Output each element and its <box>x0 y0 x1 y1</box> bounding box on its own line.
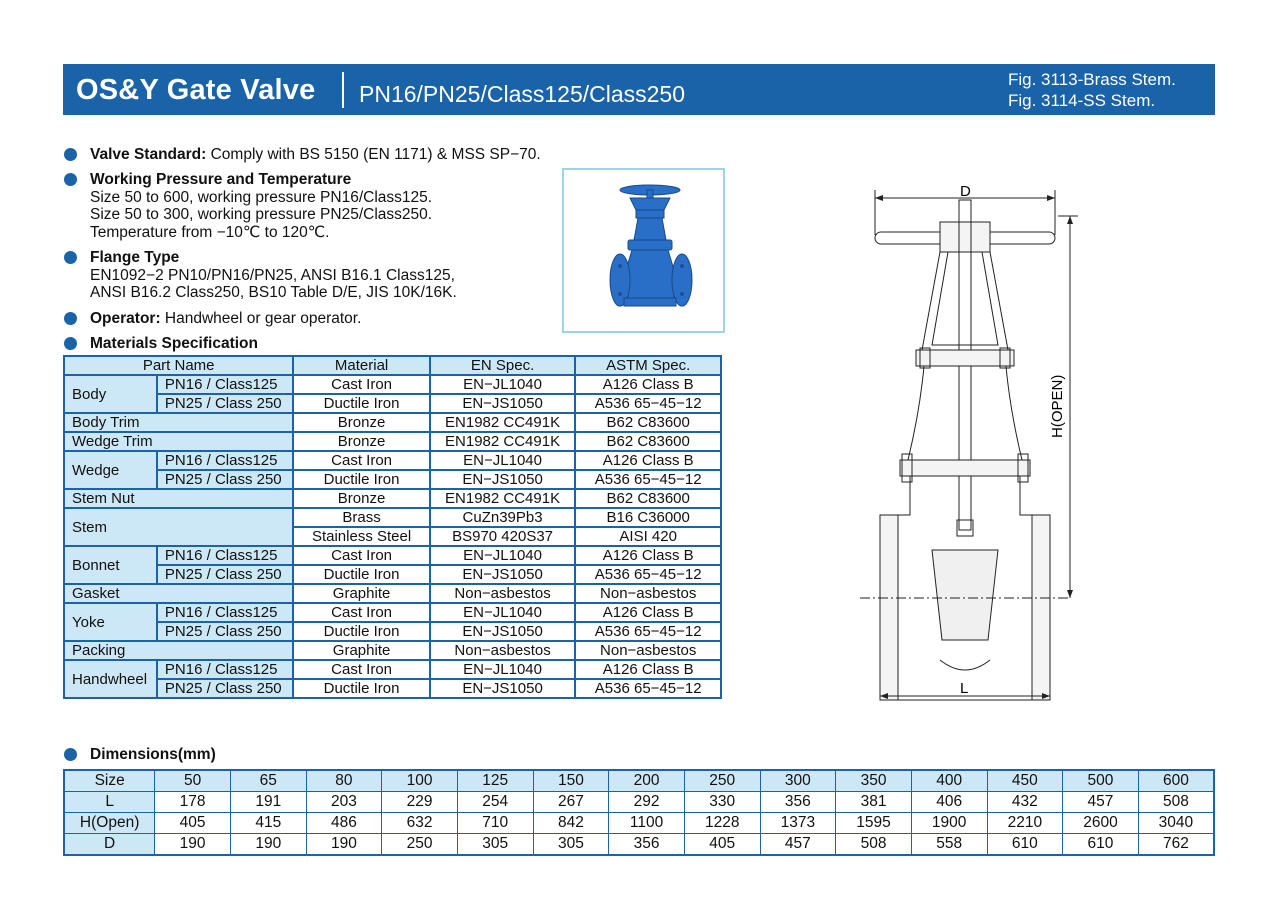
bullet-dot-icon <box>64 337 77 350</box>
material-cell: Graphite <box>293 641 429 660</box>
dimension-row <box>64 792 1214 813</box>
dimensions-table <box>63 769 1215 856</box>
part-name: Bonnet <box>64 546 157 584</box>
bullet-line: Size 50 to 300, working pressure PN25/Class250. <box>90 206 433 223</box>
dimension-value: 2600 <box>1063 813 1139 834</box>
material-cell: Bronze <box>293 432 429 451</box>
material-cell: Bronze <box>293 413 429 432</box>
dimension-value: 508 <box>1138 792 1214 813</box>
dimension-value: 1900 <box>911 813 987 834</box>
bullet-dot-icon <box>64 148 77 161</box>
dimension-value: 610 <box>1063 834 1139 856</box>
material-cell: Ductile Iron <box>293 470 429 489</box>
dimension-value: 305 <box>457 834 533 856</box>
bullet-dot-icon <box>64 251 77 264</box>
dimension-value: 178 <box>155 792 231 813</box>
dimension-row-label: Size <box>64 770 155 792</box>
dimension-value: 558 <box>911 834 987 856</box>
astm-spec-cell: A536 65−45−12 <box>575 565 721 584</box>
en-spec-cell: EN−JS1050 <box>430 565 576 584</box>
en-spec-cell: EN1982 CC491K <box>430 413 576 432</box>
dimension-label-h: H(OPEN) <box>1049 374 1066 438</box>
en-spec-cell: EN−JL1040 <box>430 603 576 622</box>
dimension-value: 267 <box>533 792 609 813</box>
materials-table <box>63 355 722 699</box>
astm-spec-cell: B62 C83600 <box>575 432 721 451</box>
en-spec-cell: EN−JL1040 <box>430 546 576 565</box>
dimension-value: 250 <box>382 834 458 856</box>
table-row <box>64 432 721 451</box>
bullet-line: Temperature from −10℃ to 120℃. <box>90 223 330 241</box>
bullet-text: Handwheel or gear operator. <box>160 310 362 327</box>
table-row <box>64 603 721 622</box>
bullet-line: EN1092−2 PN10/PN16/PN25, ANSI B16.1 Class125, <box>90 266 455 284</box>
table-row <box>64 622 721 641</box>
table-row <box>64 565 721 584</box>
dimension-value: 500 <box>1063 770 1139 792</box>
dimension-value: 2210 <box>987 813 1063 834</box>
dimension-value: 632 <box>382 813 458 834</box>
en-spec-cell: EN−JL1040 <box>430 660 576 679</box>
dimension-value: 3040 <box>1138 813 1214 834</box>
part-variant: PN25 / Class 250 <box>157 679 293 698</box>
bullet-dot-icon <box>64 748 77 761</box>
dimension-value: 457 <box>760 834 836 856</box>
part-variant: PN25 / Class 250 <box>157 394 293 413</box>
dimension-value: 80 <box>306 770 382 792</box>
dimension-value: 100 <box>382 770 458 792</box>
material-cell: Brass <box>293 508 429 527</box>
en-spec-cell: EN−JL1040 <box>430 375 576 394</box>
valve-section-drawing <box>860 180 1100 715</box>
dimension-value: 190 <box>306 834 382 856</box>
bullet-line: ANSI B16.2 Class250, BS10 Table D/E, JIS 10K/16K. <box>90 284 457 301</box>
dimension-value: 1100 <box>609 813 685 834</box>
dimension-value: 190 <box>230 834 306 856</box>
dimension-value: 405 <box>684 834 760 856</box>
en-spec-cell: Non−asbestos <box>430 584 576 603</box>
material-cell: Cast Iron <box>293 451 429 470</box>
bullet-text: Comply with BS 5150 (EN 1171) & MSS SP−70. <box>206 146 541 163</box>
dimension-value: 190 <box>155 834 231 856</box>
dimension-value: 191 <box>230 792 306 813</box>
material-cell: Ductile Iron <box>293 622 429 641</box>
dimension-value: 1595 <box>836 813 912 834</box>
dimension-value: 356 <box>609 834 685 856</box>
column-header: Part Name <box>64 356 293 375</box>
en-spec-cell: EN−JS1050 <box>430 679 576 698</box>
part-variant: PN16 / Class125 <box>157 603 293 622</box>
page-subtitle: PN16/PN25/Class125/Class250 <box>359 81 686 107</box>
dimension-value: 200 <box>609 770 685 792</box>
dimension-value: 842 <box>533 813 609 834</box>
material-cell: Cast Iron <box>293 375 429 394</box>
part-name: Gasket <box>64 584 293 603</box>
part-name: Packing <box>64 641 293 660</box>
table-row <box>64 413 721 432</box>
astm-spec-cell: A536 65−45−12 <box>575 470 721 489</box>
dimension-value: 1228 <box>684 813 760 834</box>
dimension-value: 450 <box>987 770 1063 792</box>
dimension-value: 405 <box>155 813 231 834</box>
column-header: ASTM Spec. <box>575 356 721 375</box>
en-spec-cell: EN1982 CC491K <box>430 489 576 508</box>
table-row <box>64 375 721 394</box>
dimension-row <box>64 770 1214 792</box>
table-row <box>64 546 721 565</box>
part-variant: PN25 / Class 250 <box>157 565 293 584</box>
dimension-value: 710 <box>457 813 533 834</box>
en-spec-cell: EN1982 CC491K <box>430 432 576 451</box>
dimension-row-label: D <box>64 834 155 856</box>
bullet-label: Flange Type <box>90 249 180 266</box>
dimension-row <box>64 834 1214 856</box>
material-cell: Cast Iron <box>293 546 429 565</box>
dimension-value: 305 <box>533 834 609 856</box>
en-spec-cell: EN−JS1050 <box>430 622 576 641</box>
table-row <box>64 508 721 527</box>
en-spec-cell: EN−JS1050 <box>430 470 576 489</box>
astm-spec-cell: B62 C83600 <box>575 489 721 508</box>
dimension-value: 457 <box>1063 792 1139 813</box>
astm-spec-cell: A126 Class B <box>575 375 721 394</box>
part-name: Body <box>64 375 157 413</box>
material-cell: Graphite <box>293 584 429 603</box>
dimension-value: 406 <box>911 792 987 813</box>
dimension-value: 229 <box>382 792 458 813</box>
table-row <box>64 679 721 698</box>
figure-number-2: Fig. 3114-SS Stem. <box>1008 91 1156 110</box>
column-header: Material <box>293 356 429 375</box>
part-variant: PN16 / Class125 <box>157 546 293 565</box>
astm-spec-cell: Non−asbestos <box>575 584 721 603</box>
table-row <box>64 451 721 470</box>
material-cell: Ductile Iron <box>293 679 429 698</box>
part-name: Stem Nut <box>64 489 293 508</box>
part-variant: PN25 / Class 250 <box>157 622 293 641</box>
bullet-line: Size 50 to 600, working pressure PN16/Class125. <box>90 188 433 206</box>
dimension-label-d: D <box>960 183 971 200</box>
part-variant: PN25 / Class 250 <box>157 470 293 489</box>
part-name: Handwheel <box>64 660 157 698</box>
en-spec-cell: BS970 420S37 <box>430 527 576 546</box>
dimension-row-label: L <box>64 792 155 813</box>
dimension-value: 125 <box>457 770 533 792</box>
gate-valve-image <box>564 170 723 331</box>
product-photo <box>562 168 725 333</box>
dimension-value: 65 <box>230 770 306 792</box>
header-banner <box>63 64 1215 115</box>
astm-spec-cell: B62 C83600 <box>575 413 721 432</box>
page-title: OS&Y Gate Valve <box>76 74 316 106</box>
bullet-label: Materials Specification <box>90 335 258 352</box>
part-variant: PN16 / Class125 <box>157 451 293 470</box>
material-cell: Ductile Iron <box>293 565 429 584</box>
table-row <box>64 394 721 413</box>
en-spec-cell: CuZn39Pb3 <box>430 508 576 527</box>
dimension-value: 203 <box>306 792 382 813</box>
material-cell: Cast Iron <box>293 660 429 679</box>
astm-spec-cell: A536 65−45−12 <box>575 679 721 698</box>
material-cell: Stainless Steel <box>293 527 429 546</box>
en-spec-cell: EN−JL1040 <box>430 451 576 470</box>
table-row <box>64 641 721 660</box>
dimension-value: 330 <box>684 792 760 813</box>
part-name: Yoke <box>64 603 157 641</box>
dimension-value: 254 <box>457 792 533 813</box>
material-cell: Ductile Iron <box>293 394 429 413</box>
bullet-label: Working Pressure and Temperature <box>90 171 352 188</box>
material-cell: Bronze <box>293 489 429 508</box>
part-name: Body Trim <box>64 413 293 432</box>
dimension-value: 381 <box>836 792 912 813</box>
bullet-label: Dimensions(mm) <box>90 746 216 763</box>
astm-spec-cell: Non−asbestos <box>575 641 721 660</box>
table-row <box>64 584 721 603</box>
table-row <box>64 489 721 508</box>
valve-drawing <box>860 180 1100 710</box>
dimension-value: 350 <box>836 770 912 792</box>
dimension-value: 432 <box>987 792 1063 813</box>
table-header-row <box>64 356 721 375</box>
figure-numbers <box>1008 69 1176 111</box>
part-name: Wedge Trim <box>64 432 293 451</box>
astm-spec-cell: A126 Class B <box>575 660 721 679</box>
dimension-value: 762 <box>1138 834 1214 856</box>
material-cell: Cast Iron <box>293 603 429 622</box>
bullet-dot-icon <box>64 312 77 325</box>
part-name: Stem <box>64 508 293 546</box>
title-separator <box>342 72 344 108</box>
astm-spec-cell: A536 65−45−12 <box>575 394 721 413</box>
bullet-dot-icon <box>64 173 77 186</box>
dimension-value: 250 <box>684 770 760 792</box>
table-row <box>64 660 721 679</box>
dimension-value: 610 <box>987 834 1063 856</box>
en-spec-cell: Non−asbestos <box>430 641 576 660</box>
astm-spec-cell: B16 C36000 <box>575 508 721 527</box>
dimension-value: 400 <box>911 770 987 792</box>
dimension-value: 292 <box>609 792 685 813</box>
dimension-row-label: H(Open) <box>64 813 155 834</box>
column-header: EN Spec. <box>430 356 576 375</box>
part-variant: PN16 / Class125 <box>157 375 293 394</box>
dimension-row <box>64 813 1214 834</box>
astm-spec-cell: A536 65−45−12 <box>575 622 721 641</box>
en-spec-cell: EN−JS1050 <box>430 394 576 413</box>
part-name: Wedge <box>64 451 157 489</box>
dimension-value: 150 <box>533 770 609 792</box>
dimension-value: 600 <box>1138 770 1214 792</box>
table-row <box>64 470 721 489</box>
dimension-label-l: L <box>960 680 969 697</box>
dimension-value: 415 <box>230 813 306 834</box>
astm-spec-cell: A126 Class B <box>575 451 721 470</box>
bullet-label: Operator: <box>90 310 161 327</box>
part-variant: PN16 / Class125 <box>157 660 293 679</box>
dimension-value: 300 <box>760 770 836 792</box>
astm-spec-cell: A126 Class B <box>575 603 721 622</box>
dimension-value: 356 <box>760 792 836 813</box>
astm-spec-cell: A126 Class B <box>575 546 721 565</box>
dimension-value: 508 <box>836 834 912 856</box>
bullet-label: Valve Standard: <box>90 146 207 163</box>
dimension-value: 1373 <box>760 813 836 834</box>
dimension-value: 486 <box>306 813 382 834</box>
astm-spec-cell: AISI 420 <box>575 527 721 546</box>
figure-number-1: Fig. 3113-Brass Stem. <box>1008 70 1176 89</box>
dimension-value: 50 <box>155 770 231 792</box>
